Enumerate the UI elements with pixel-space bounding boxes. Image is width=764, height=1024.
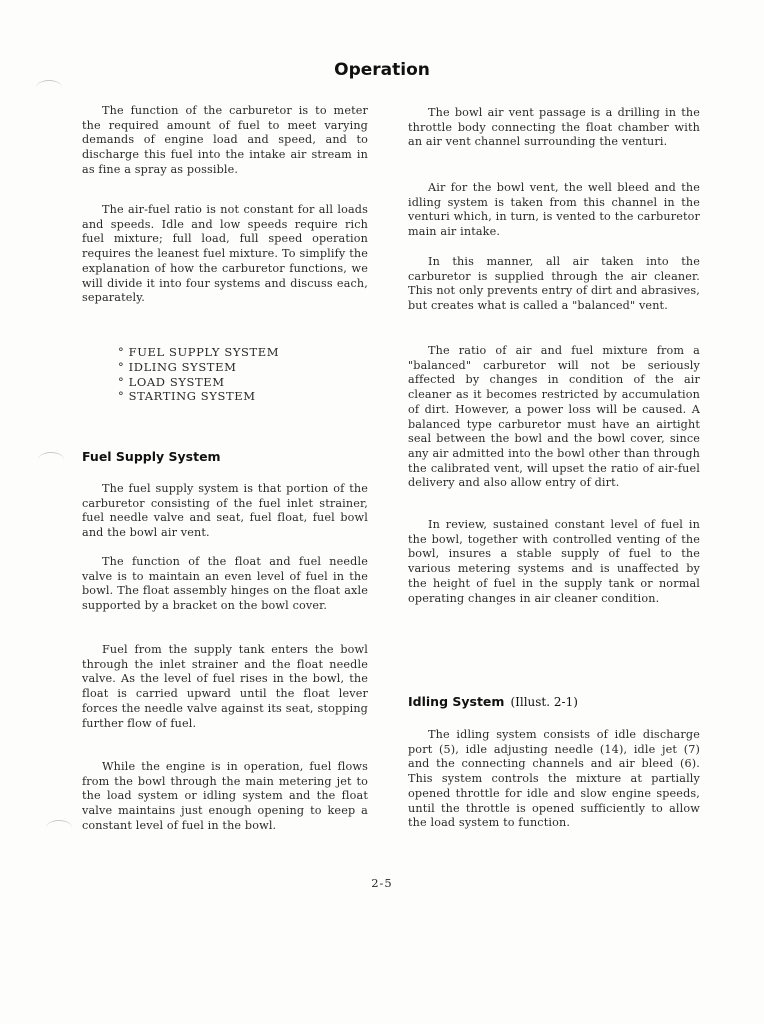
binder-hole-mark-bottom <box>46 820 72 835</box>
idling-heading-text: Idling System <box>408 694 505 709</box>
page-number: 2-5 <box>371 876 393 890</box>
right-column <box>408 0 700 1024</box>
systems-list <box>118 345 279 404</box>
fuel-supply-paragraph-2: The function of the float and fuel needle valve is to maintain an even level of fuel in the bowl. The float assembly hinges on the float axle supported by a bracket on the bowl cover. <box>82 555 368 613</box>
intro-paragraph-2: The air-fuel ratio is not constant for all loads and speeds. Idle and low speeds require rich fuel mixture; full load, full speed operation requires the leanest fuel mixture. To simplify the explanation of how the carburetor functions, we will divide it into four systems and discuss each, separately. <box>82 203 368 305</box>
binder-hole-mark-middle <box>38 452 64 467</box>
page-title: Operation <box>334 60 430 80</box>
right-paragraph-1: The bowl air vent passage is a drilling in the throttle body connecting the float chamber with an air vent channel surrounding the venturi. <box>408 106 700 149</box>
right-paragraph-4: The ratio of air and fuel mixture from a "balanced" carburetor will not be seriously affected by changes in condition of the air cleaner as it becomes restricted by accumulation of dirt. However, a power loss will be caused. A balanced type carburetor must have an airtight seal between the bowl and the bowl cover, since any air admitted into the bowl other than through the calibrated vent, will upset the ratio of air-fuel delivery and also allow entry of dirt. <box>408 344 700 490</box>
binder-hole-mark-top <box>36 80 62 95</box>
idling-paragraph: The idling system consists of idle discharge port (5), idle adjusting needle (14), idle jet (7) and the connecting channels and air bleed (6). This system controls the mixture at partially opened throttle for idle and slow engine speeds, until the throttle is opened sufficiently to allow the load system to function. <box>408 728 700 830</box>
fuel-supply-heading: Fuel Supply System <box>82 449 221 464</box>
fuel-supply-paragraph-4: While the engine is in operation, fuel flows from the bowl through the main metering jet to the load system or idling system and the float valve maintains just enough opening to keep a constant level of fuel in the bowl. <box>82 760 368 832</box>
left-column <box>82 0 368 1024</box>
illustration-reference: (Illust. 2-1) <box>510 695 578 709</box>
fuel-supply-paragraph-1: The fuel supply system is that portion of the carburetor consisting of the fuel inlet strainer, fuel needle valve and seat, fuel float, fuel bowl and the bowl air vent. <box>82 482 368 540</box>
list-item: ° STARTING SYSTEM <box>118 389 279 404</box>
right-paragraph-2: Air for the bowl vent, the well bleed and the idling system is taken from this channel in the venturi which, in turn, is vented to the carburetor main air intake. <box>408 181 700 239</box>
fuel-supply-paragraph-3: Fuel from the supply tank enters the bowl through the inlet strainer and the float needle valve. As the level of fuel rises in the bowl, the float is carried upward until the float lever forces the needle valve against its seat, stopping further flow of fuel. <box>82 643 368 730</box>
idling-system-heading <box>408 694 578 709</box>
list-item: ° FUEL SUPPLY SYSTEM <box>118 345 279 360</box>
right-paragraph-3: In this manner, all air taken into the carburetor is supplied through the air cleaner. This not only prevents entry of dirt and abrasives, but creates what is called a "balanced" vent. <box>408 255 700 313</box>
right-paragraph-5: In review, sustained constant level of fuel in the bowl, together with controlled venting of the bowl, insures a stable supply of fuel to the various metering systems and is unaffected by the height of fuel in the supply tank or normal operating changes in air cleaner condition. <box>408 518 700 605</box>
list-item: ° IDLING SYSTEM <box>118 360 279 375</box>
intro-paragraph-1: The function of the carburetor is to meter the required amount of fuel to meet varying demands of engine load and speed, and to discharge this fuel into the intake air stream in as fine a spray as possible. <box>82 104 368 176</box>
list-item: ° LOAD SYSTEM <box>118 375 279 390</box>
